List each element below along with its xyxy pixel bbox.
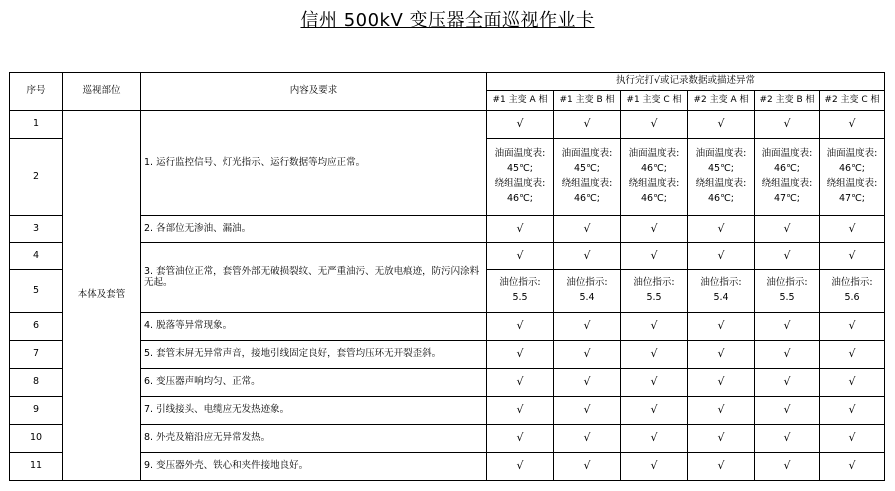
check-mark: √: [621, 369, 688, 397]
row-no: 4: [10, 243, 63, 270]
check-mark: √: [755, 453, 820, 481]
header-1a: #1 主变 A 相: [487, 91, 554, 111]
check-mark: √: [755, 341, 820, 369]
header-1c: #1 主变 C 相: [621, 91, 688, 111]
requirement-2: 2. 各部位无渗油、漏油。: [141, 216, 487, 243]
requirement-9: 9. 变压器外壳、铁心和夹件接地良好。: [141, 453, 487, 481]
row-no: 7: [10, 341, 63, 369]
header-2b: #2 主变 B 相: [755, 91, 820, 111]
check-mark: √: [820, 313, 885, 341]
check-mark: √: [688, 243, 755, 270]
check-mark: √: [688, 111, 755, 139]
check-mark: √: [487, 111, 554, 139]
check-mark: √: [820, 216, 885, 243]
check-mark: √: [487, 216, 554, 243]
check-mark: √: [820, 111, 885, 139]
temp-cell-2a: 油面温度表: 45℃; 绕组温度表: 46℃;: [688, 139, 755, 216]
check-mark: √: [820, 425, 885, 453]
check-mark: √: [621, 341, 688, 369]
row-no: 3: [10, 216, 63, 243]
check-mark: √: [755, 369, 820, 397]
check-mark: √: [820, 369, 885, 397]
check-mark: √: [554, 216, 621, 243]
check-mark: √: [755, 397, 820, 425]
check-mark: √: [755, 313, 820, 341]
check-mark: √: [688, 397, 755, 425]
header-part: 巡视部位: [63, 73, 141, 111]
temp-cell-1a: 油面温度表: 45℃; 绕组温度表: 46℃;: [487, 139, 554, 216]
check-mark: √: [688, 313, 755, 341]
check-mark: √: [755, 243, 820, 270]
check-mark: √: [621, 425, 688, 453]
check-mark: √: [554, 369, 621, 397]
check-mark: √: [554, 313, 621, 341]
header-2a: #2 主变 A 相: [688, 91, 755, 111]
oil-level-1b: 油位指示: 5.4: [554, 270, 621, 313]
temp-cell-2b: 油面温度表: 46℃; 绕组温度表: 47℃;: [755, 139, 820, 216]
temp-cell-1c: 油面温度表: 46℃; 绕组温度表: 46℃;: [621, 139, 688, 216]
row-no: 5: [10, 270, 63, 313]
check-mark: √: [554, 425, 621, 453]
row-no: 2: [10, 139, 63, 216]
check-mark: √: [554, 397, 621, 425]
row-no: 10: [10, 425, 63, 453]
check-mark: √: [487, 341, 554, 369]
header-content: 内容及要求: [141, 73, 487, 111]
check-mark: √: [688, 369, 755, 397]
check-mark: √: [755, 216, 820, 243]
page-title: 信州 500kV 变压器全面巡视作业卡: [300, 10, 595, 31]
check-mark: √: [487, 313, 554, 341]
check-mark: √: [688, 453, 755, 481]
check-mark: √: [554, 243, 621, 270]
check-mark: √: [688, 341, 755, 369]
row-no: 6: [10, 313, 63, 341]
check-mark: √: [621, 111, 688, 139]
row-no: 8: [10, 369, 63, 397]
requirement-5: 5. 套管末屏无异常声音，接地引线固定良好，套管均压环无开裂歪斜。: [141, 341, 487, 369]
requirement-4: 4. 脱落等异常现象。: [141, 313, 487, 341]
check-mark: √: [487, 397, 554, 425]
requirement-7: 7. 引线接头、电缆应无发热迹象。: [141, 397, 487, 425]
oil-level-1a: 油位指示: 5.5: [487, 270, 554, 313]
temp-cell-2c: 油面温度表: 46℃; 绕组温度表: 47℃;: [820, 139, 885, 216]
header-2c: #2 主变 C 相: [820, 91, 885, 111]
header-exec: 执行完打√或记录数据或描述异常: [487, 73, 885, 91]
check-mark: √: [487, 425, 554, 453]
check-mark: √: [487, 453, 554, 481]
check-mark: √: [621, 243, 688, 270]
inspection-table: [9, 72, 885, 481]
oil-level-1c: 油位指示: 5.5: [621, 270, 688, 313]
check-mark: √: [688, 425, 755, 453]
check-mark: √: [621, 313, 688, 341]
oil-level-2b: 油位指示: 5.5: [755, 270, 820, 313]
check-mark: √: [621, 216, 688, 243]
row-no: 9: [10, 397, 63, 425]
temp-cell-1b: 油面温度表: 45℃; 绕组温度表: 46℃;: [554, 139, 621, 216]
header-seq: 序号: [10, 73, 63, 111]
requirement-3: 3. 套管油位正常，套管外部无破损裂纹、无严重油污、无放电痕迹，防污闪涂料无起。: [141, 243, 487, 313]
part-label: 本体及套管: [63, 111, 141, 481]
check-mark: √: [820, 397, 885, 425]
check-mark: √: [554, 453, 621, 481]
check-mark: √: [755, 425, 820, 453]
check-mark: √: [554, 111, 621, 139]
check-mark: √: [755, 111, 820, 139]
check-mark: √: [487, 369, 554, 397]
check-mark: √: [554, 341, 621, 369]
check-mark: √: [688, 216, 755, 243]
check-mark: √: [487, 243, 554, 270]
oil-level-2c: 油位指示: 5.6: [820, 270, 885, 313]
check-mark: √: [621, 453, 688, 481]
header-1b: #1 主变 B 相: [554, 91, 621, 111]
oil-level-2a: 油位指示: 5.4: [688, 270, 755, 313]
check-mark: √: [820, 341, 885, 369]
row-no: 1: [10, 111, 63, 139]
requirement-8: 8. 外壳及箱沿应无异常发热。: [141, 425, 487, 453]
requirement-1: 1. 运行监控信号、灯光指示、运行数据等均应正常。: [141, 111, 487, 216]
check-mark: √: [621, 397, 688, 425]
check-mark: √: [820, 243, 885, 270]
requirement-6: 6. 变压器声响均匀、正常。: [141, 369, 487, 397]
row-no: 11: [10, 453, 63, 481]
check-mark: √: [820, 453, 885, 481]
